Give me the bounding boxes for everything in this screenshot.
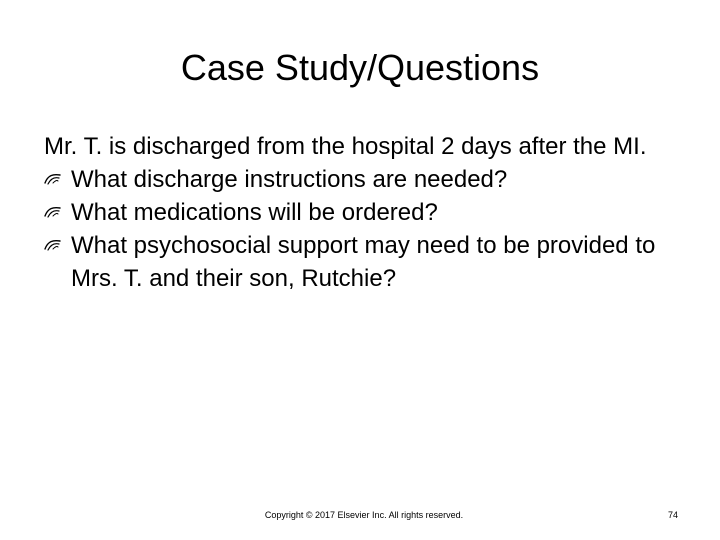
- copyright-notice: Copyright © 2017 Elsevier Inc. All rights reserved.: [264, 510, 464, 520]
- bullet-item: [44, 196, 684, 229]
- slide-body: [44, 130, 684, 295]
- intro-text: Mr. T. is discharged from the hospital 2 days after the MI.: [44, 133, 647, 160]
- swash-bullet-icon: [44, 205, 62, 219]
- bullet-item: [44, 229, 684, 295]
- page-number: 74: [667, 510, 678, 520]
- bullet-text: What discharge instructions are needed?: [71, 166, 508, 193]
- swash-bullet-icon: [44, 172, 62, 186]
- swash-bullet-icon: [44, 238, 62, 252]
- bullet-text: What psychosocial support may need to be provided to Mrs. T. and their son, Rutchie?: [71, 232, 656, 292]
- bullet-list: [44, 163, 684, 295]
- slide-title: Case Study/Questions: [180, 47, 540, 88]
- bullet-item: [44, 163, 684, 196]
- bullet-text: What medications will be ordered?: [71, 199, 438, 226]
